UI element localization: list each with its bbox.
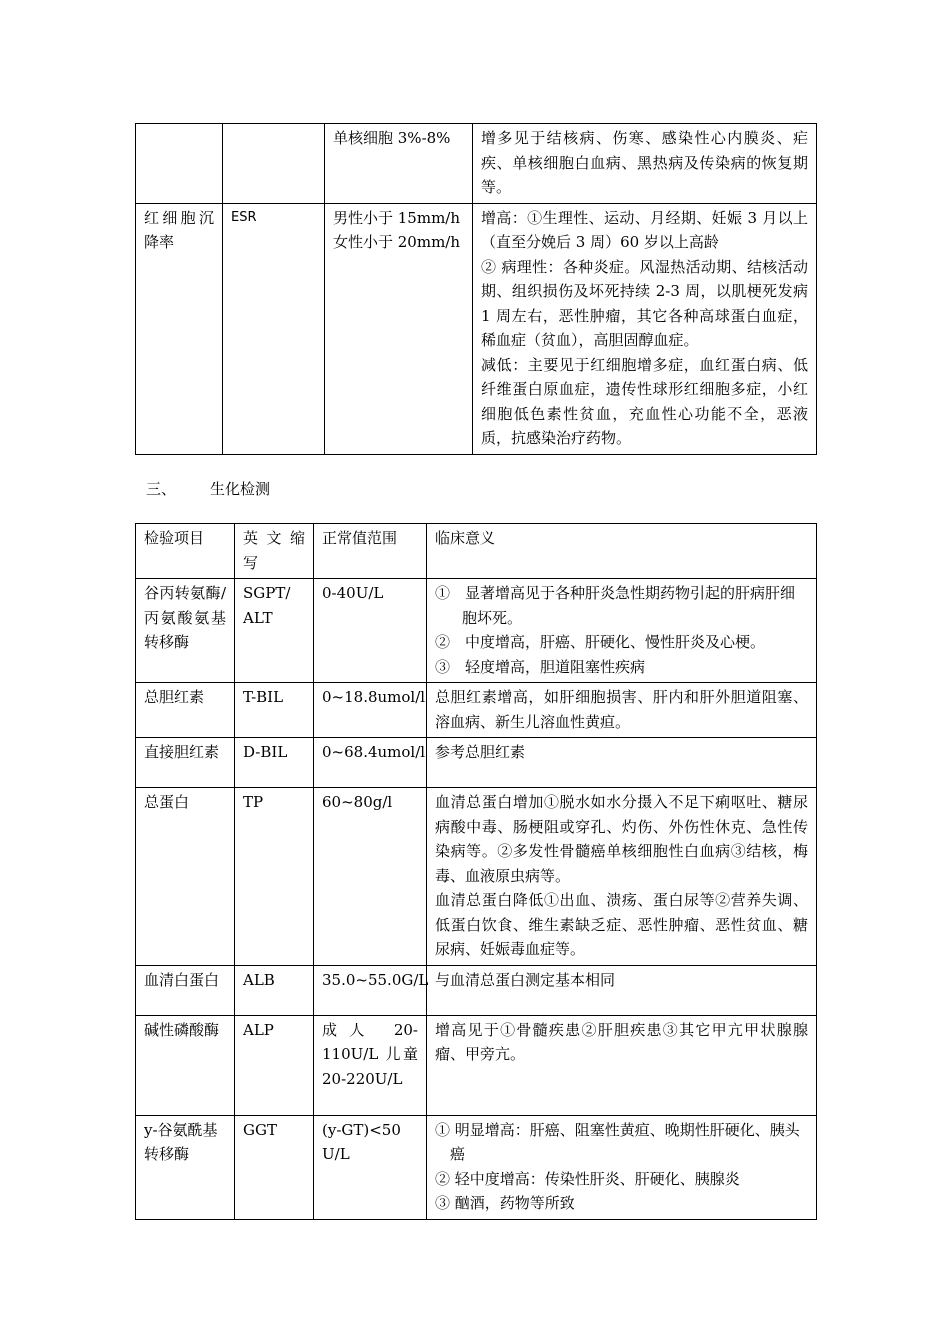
item-cell xyxy=(136,124,223,204)
abbr-cell: D-BIL xyxy=(235,738,314,788)
hematology-table-continued xyxy=(135,123,817,455)
abbr-cell: ALP xyxy=(235,1015,314,1115)
table-row xyxy=(136,965,817,1015)
abbr-cell: T-BIL xyxy=(235,683,314,738)
item-cell: 总蛋白 xyxy=(136,788,235,966)
table-row xyxy=(136,788,817,966)
normal-range-cell: 单核细胞 3%-8% xyxy=(325,124,473,204)
item-cell: 总胆红素 xyxy=(136,683,235,738)
header-abbr: 英 文 缩 写 xyxy=(235,524,314,579)
clinical-meaning-cell: 增高见于①骨髓疾患②肝胆疾患③其它甲亢甲状腺腺瘤、甲旁亢。 xyxy=(427,1015,817,1115)
clinical-meaning-cell: 血清总蛋白增加①脱水如水分摄入不足下痢呕吐、糖尿病酸中毒、肠梗阻或穿孔、灼伤、外伤性休克、急性传染病等。②多发性骨髓癌单核细胞性白血病③结核，梅毒、血液原虫病等。 血清总蛋白降低①出血、溃疡、蛋白尿等②营养失调、低蛋白饮食、维生素缺乏症、恶性肿瘤、恶性贫血、糖尿病、妊娠毒血症等。 xyxy=(427,788,817,966)
section-heading xyxy=(146,477,270,501)
abbr-cell: ALB xyxy=(235,965,314,1015)
table-row xyxy=(136,203,817,454)
normal-range-cell: 成人 20-110U/L 儿童 20-220U/L xyxy=(314,1015,427,1115)
clinical-meaning-cell: 参考总胆红素 xyxy=(427,738,817,788)
item-cell: 红细胞沉降率 xyxy=(136,203,223,454)
table-row xyxy=(136,579,817,683)
table-header-row xyxy=(136,524,817,579)
item-cell: 血清白蛋白 xyxy=(136,965,235,1015)
normal-range-cell: 35.0~55.0G/L xyxy=(314,965,427,1015)
abbr-cell: TP xyxy=(235,788,314,966)
table-row xyxy=(136,738,817,788)
table-row xyxy=(136,1115,817,1219)
abbr-cell: GGT xyxy=(235,1115,314,1219)
section-number: 三、 xyxy=(146,480,177,498)
item-cell: 谷丙转氨酶/丙氨酸氨基转移酶 xyxy=(136,579,235,683)
clinical-meaning-cell: 增高：①生理性、运动、月经期、妊娠 3 月以上（直至分娩后 3 周）60 岁以上高龄 ② 病理性：各种炎症。风湿热活动期、结核活动期、组织损伤及坏死持续 2-3 周，以肌梗死发病 1 周左右，恶性肿瘤，其它各种高球蛋白血症，稀血症（贫血），高胆固醇血症。 减低：主要见于红细胞增多症，血红蛋白病、低纤维蛋白原血症，遗传性球形红细胞多症，小红细胞低色素性贫血，充血性心功能不全，恶液质，抗感染治疗药物。 xyxy=(473,203,817,454)
biochemistry-table xyxy=(135,523,817,1220)
item-cell: 碱性磷酸酶 xyxy=(136,1015,235,1115)
item-cell: 直接胆红素 xyxy=(136,738,235,788)
table-row xyxy=(136,124,817,204)
clinical-meaning-cell: ① 显著增高见于各种肝炎急性期药物引起的肝病肝细胞坏死。 ② 中度增高，肝癌、肝硬化、慢性肝炎及心梗。 ③ 轻度增高，胆道阻塞性疾病 xyxy=(427,579,817,683)
normal-range-cell: 0~68.4umol/l xyxy=(314,738,427,788)
normal-range-cell: 男性小于 15mm/h 女性小于 20mm/h xyxy=(325,203,473,454)
header-clinical-meaning: 临床意义 xyxy=(427,524,817,579)
normal-range-cell: (y-GT)<50U/L xyxy=(314,1115,427,1219)
normal-range-cell: 60~80g/l xyxy=(314,788,427,966)
clinical-meaning-cell: ① 明显增高：肝癌、阻塞性黄疸、晚期性肝硬化、胰头癌 ② 轻中度增高：传染性肝炎、肝硬化、胰腺炎 ③ 酗酒，药物等所致 xyxy=(427,1115,817,1219)
header-normal-range: 正常值范围 xyxy=(314,524,427,579)
section-title: 生化检测 xyxy=(210,480,271,498)
normal-range-cell: 0-40U/L xyxy=(314,579,427,683)
clinical-meaning-cell: 总胆红素增高，如肝细胞损害、肝内和肝外胆道阻塞、溶血病、新生儿溶血性黄疸。 xyxy=(427,683,817,738)
clinical-meaning-cell: 增多见于结核病、伤寒、感染性心内膜炎、疟疾、单核细胞白血病、黑热病及传染病的恢复期等。 xyxy=(473,124,817,204)
normal-range-cell: 0~18.8umol/l xyxy=(314,683,427,738)
table-row xyxy=(136,1015,817,1115)
clinical-meaning-cell: 与血清总蛋白测定基本相同 xyxy=(427,965,817,1015)
abbr-cell xyxy=(223,124,325,204)
abbr-cell: ESR xyxy=(223,203,325,454)
header-item: 检验项目 xyxy=(136,524,235,579)
table-row xyxy=(136,683,817,738)
item-cell: y-谷氨酰基转移酶 xyxy=(136,1115,235,1219)
abbr-cell: SGPT/ ALT xyxy=(235,579,314,683)
